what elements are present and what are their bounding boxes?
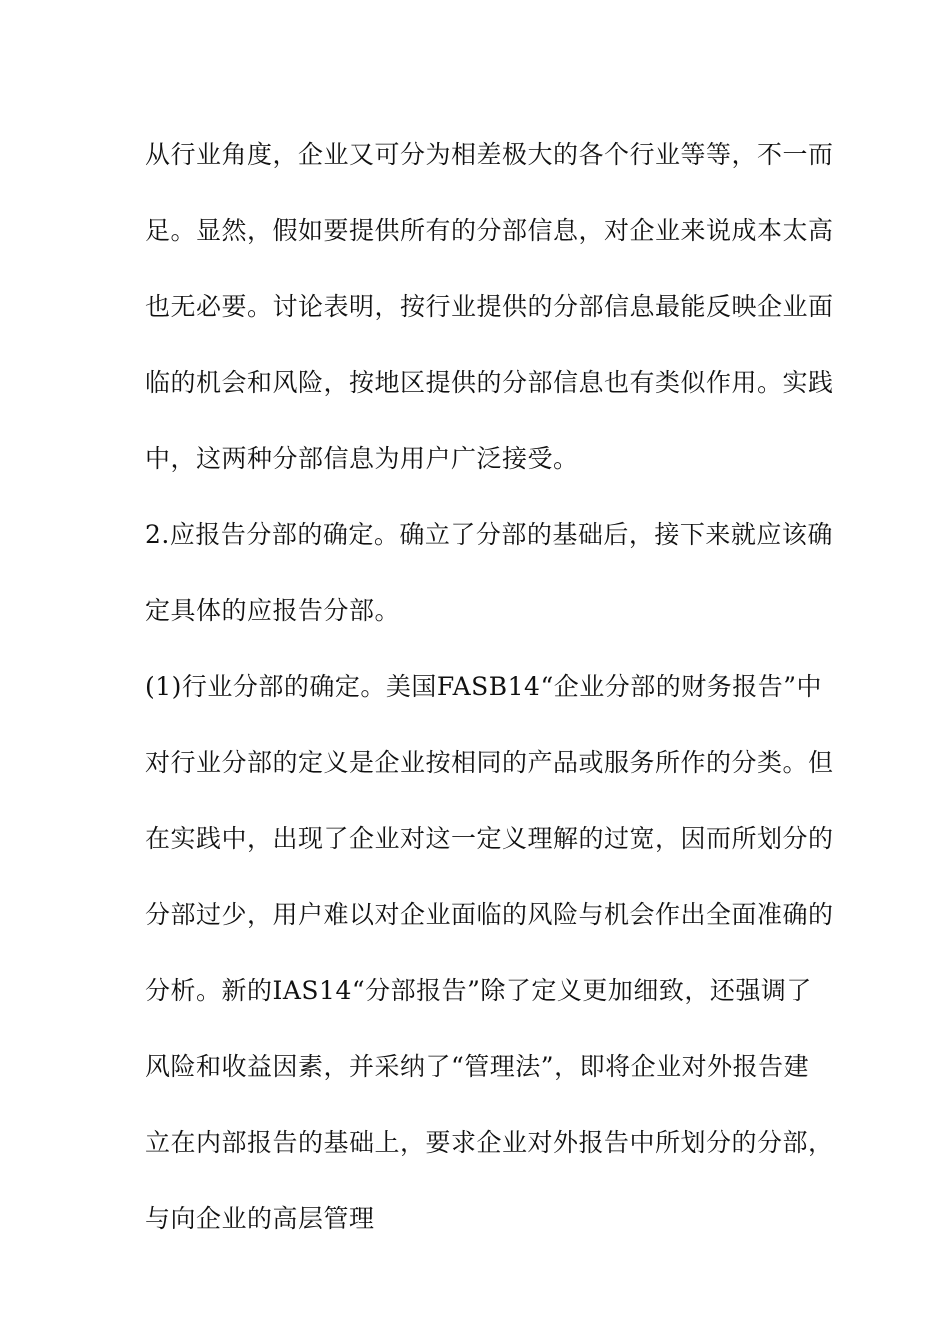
text-line: 对行业分部的定义是企业按相同的产品或服务所作的分类。但 [145, 748, 834, 777]
text-line: (1)行业分部的确定。美国FASB14“企业分部的财务报告”中 [145, 672, 823, 701]
text-line: 分部过少，用户难以对企业面临的风险与机会作出全面准确的 [145, 900, 834, 929]
text-line: 临的机会和风险，按地区提供的分部信息也有类似作用。实践 [145, 368, 834, 397]
text-line: 从行业角度，企业又可分为相差极大的各个行业等等，不一而 [145, 140, 834, 169]
text-line: 定具体的应报告分部。 [145, 596, 401, 625]
text-line: 中，这两种分部信息为用户广泛接受。 [145, 444, 579, 473]
text-line: 风险和收益因素，并采纳了“管理法”，即将企业对外报告建 [145, 1052, 810, 1081]
text-line: 足。显然，假如要提供所有的分部信息，对企业来说成本太高 [145, 216, 834, 245]
text-line: 分析。新的IAS14“分部报告”除了定义更加细致，还强调了 [145, 976, 812, 1005]
text-line: 立在内部报告的基础上，要求企业对外报告中所划分的分部， [145, 1128, 834, 1157]
text-line: 2.应报告分部的确定。确立了分部的基础后，接下来就应该确 [145, 520, 833, 549]
text-line: 也无必要。讨论表明，按行业提供的分部信息最能反映企业面 [145, 292, 834, 321]
text-line: 与向企业的高层管理 [145, 1204, 375, 1233]
text-line: 在实践中，出现了企业对这一定义理解的过宽，因而所划分的 [145, 824, 834, 853]
body-text [145, 128, 834, 1268]
